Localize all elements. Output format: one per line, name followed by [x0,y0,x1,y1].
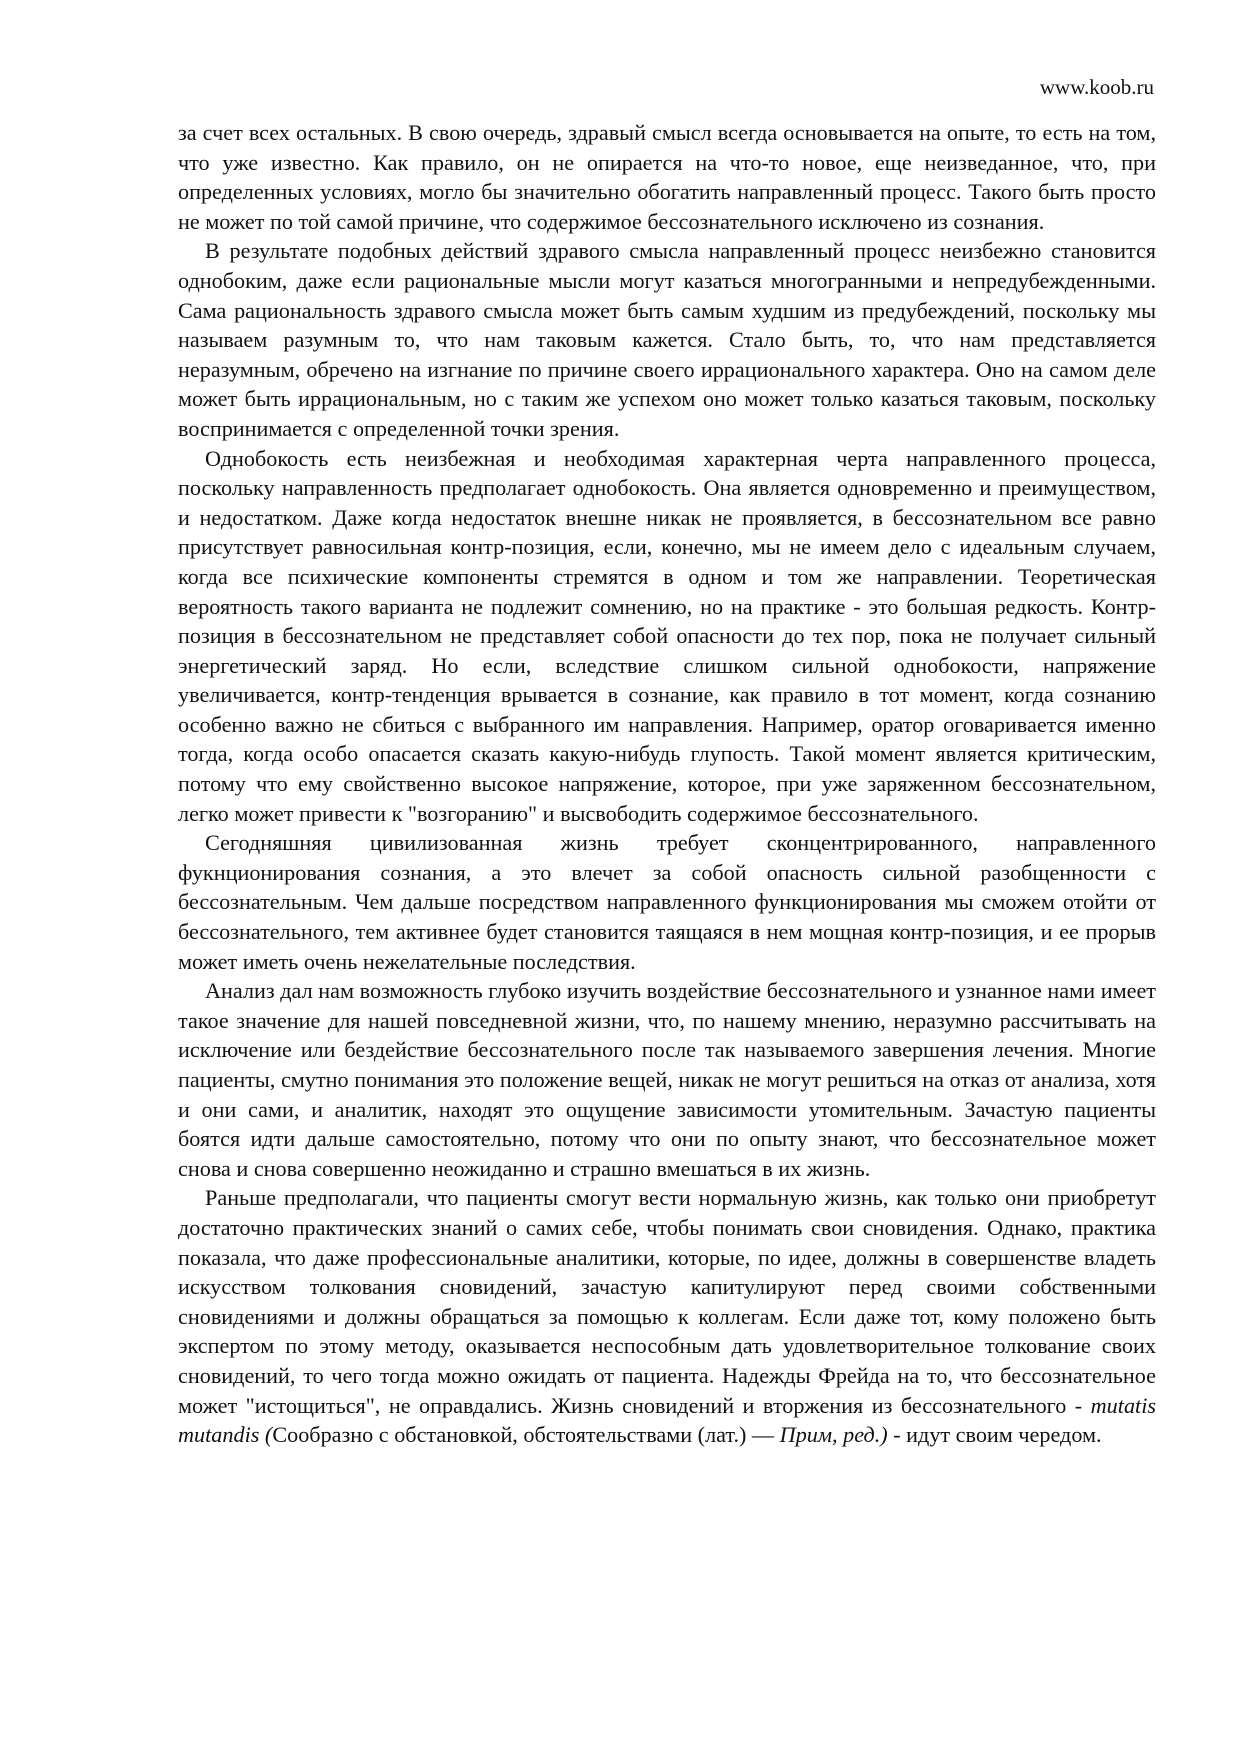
paragraph-6-main: Раньше предполагали, что пациенты смогут вести нормальную жизнь, как только они приобретут достаточно практических знаний о самих себе, чтобы понимать свои сновидения. Однако, практика показала, что даже профессиональные аналитики, которые, по идее, должны в совершенстве владеть искусством толкования сновидений, зачастую капитулируют перед своими собственными сновидениями и должны обращаться за помощью к коллегам. Если даже тот, кому положено быть экспертом по этому методу, оказывается неспособным дать удовлетворительное толкование своих сновидений, то чего тогда можно ожидать от пациента. Надежды Фрейда на то, что бессознательное может "истощиться", не оправдались. Жизнь сновидений и вторжения из бессознательного - [178,1185,1156,1418]
editor-note-text: Сообразно с обстановкой, обстоятельствами (лат.) — [272,1422,780,1448]
paragraph-6 [178,1183,1156,1449]
paragraph-5: Анализ дал нам возможность глубоко изучить воздействие бессознательного и узнанное нами имеет такое значение для нашей повседневной жизни, что, по нашему мнению, неразумно рассчитывать на исключение или бездействие бессознательного после так называемого завершения лечения. Многие пациенты, смутно понимания это положение вещей, никак не могут решиться на отказ от анализа, хотя и они сами, и аналитик, находят это ощущение зависимости утомительным. Зачастую пациенты боятся идти дальше самостоятельно, потому что они по опыту знают, что бессознательное может снова и снова совершенно неожиданно и страшно вмешаться в их жизнь. [178,978,1156,1181]
editor-note-credit: Прим, ред.) [779,1422,888,1448]
paragraph-2: В результате подобных действий здравого смысла направленный процесс неизбежно становится однобоким, даже если рациональные мысли могут казаться многогранными и непредубежденными. Сама рациональность здравого смысла может быть самым худшим из предубеждений, поскольку мы называем разумным то, что нам таковым кажется. Стало быть, то, что нам представляется неразумным, обречено на изгнание по причине своего иррационального характера. Оно на самом деле может быть иррациональным, но с таким же успехом оно может только казаться таковым, поскольку воспринимается с определенной точки зрения. [178,238,1156,441]
note-open: ( [259,1422,273,1448]
site-url[interactable]: www.koob.ru [1039,75,1154,99]
body-text [178,118,1156,1450]
paragraph-4: Сегодняшняя цивилизованная жизнь требует сконцентрированного, направленного фукнционирования сознания, а это влечет за собой опасность сильной разобщенности с бессознательным. Чем дальше посредством направленного функционирования мы сможем отойти от бессознательного, тем активнее будет становится таящаяся в нем мощная контр-позиция, и ее прорыв может иметь очень нежелательные последствия. [178,830,1156,974]
paragraph-6-ending: - идут своим чередом. [887,1422,1102,1448]
latin-term: mutatis mutandis [178,1392,1156,1448]
paragraph-1: за счет всех остальных. В свою очередь, здравый смысл всегда основывается на опыте, то есть на том, что уже известно. Как правило, он не опирается на что-то новое, еще неизведанное, что, при определенных условиях, могло бы значительно обогатить направленный процесс. Такого быть просто не может по той самой причине, что содержимое бессознательного исключено из сознания. [178,120,1156,234]
paragraph-3: Однобокость есть неизбежная и необходимая характерная черта направленного процесса, поскольку направленность предполагает однобокость. Она является одновременно и преимуществом, и недостатком. Даже когда недостаток внешне никак не проявляется, в бессознательном все равно присутствует равносильная контр-позиция, если, конечно, мы не имеем дело с идеальным случаем, когда все психические компоненты стремятся в одном и том же направлении. Теоретическая вероятность такого варианта не подлежит сомнению, но на практике - это большая редкость. Контр-позиция в бессознательном не представляет собой опасности до тех пор, пока не получает сильный энергетический заряд. Но если, вследствие слишком сильной однобокости, напряжение увеличивается, контр-тенденция врывается в сознание, как правило в тот момент, когда сознанию особенно важно не сбиться с выбранного им направления. Например, оратор оговаривается именно тогда, когда особо опасается сказать какую-нибудь глупость. Такой момент является критическим, потому что ему свойственно высокое напряжение, которое, при уже заряженном бессознательном, легко может привести к "возгоранию" и высвободить содержимое бессознательного. [178,445,1156,826]
